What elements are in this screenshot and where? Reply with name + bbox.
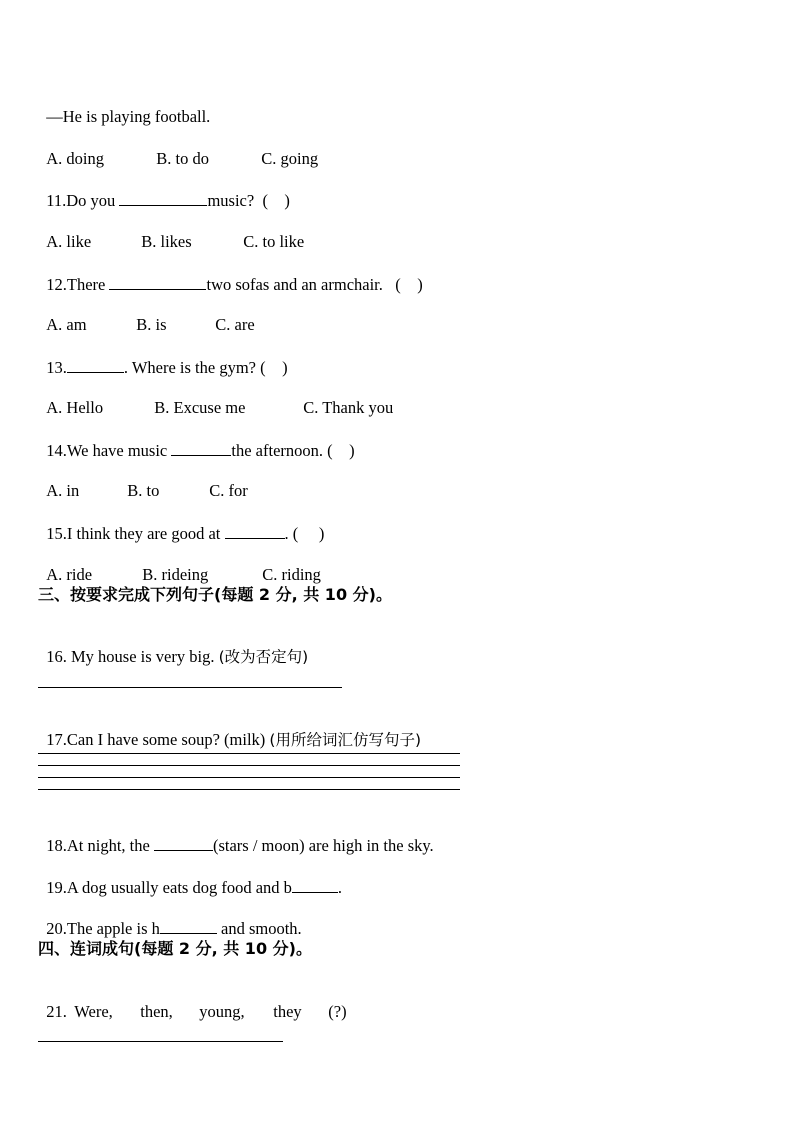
question-17 [38,710,421,750]
q20-text-before: 20.The apple is h [46,919,160,938]
question-20 [38,898,302,939]
q21-word-2: then, [140,1002,173,1021]
q18-text-after: (stars / moon) are high in the sky. [212,836,434,855]
section-4-heading: 四、连词成句(每题 2 分, 共 10 分)。 [38,939,312,958]
q20-text-after: and smooth. [216,919,302,938]
question-16 [38,627,308,667]
q11-text-before: 11.Do you [46,191,120,210]
q12-text-after: two sofas and an armchair. [206,275,383,294]
q21-answer-line[interactable] [38,1041,283,1042]
option-a: A. Hello [46,398,104,417]
question-21 [38,982,347,1022]
q17-answer-line-1[interactable] [38,753,460,754]
q16-instruction: (改为否定句) [218,648,309,666]
q13-text-before: 13. [46,358,67,377]
q19-text-before: 19.A dog usually eats dog food and b [46,878,292,897]
option-b: B. rideing [142,565,209,584]
q13-options [38,378,393,418]
option-b: B. Excuse me [154,398,246,417]
q15-blank[interactable] [225,523,285,539]
q11-blank[interactable] [119,190,207,206]
answer-text: —He is playing football. [46,107,211,126]
q14-text-before: 14.We have music [46,441,172,460]
question-15 [38,503,324,544]
q11-text-after: music? [207,191,255,210]
q14-text-after: the afternoon. ( ) [231,441,355,460]
q21-number: 21. [46,1002,67,1021]
q15-text-after: . ( ) [284,524,325,543]
q17-answer-line-2[interactable] [38,765,460,766]
option-c: C. riding [262,565,321,584]
section-3-heading: 三、按要求完成下列句子(每题 2 分, 共 10 分)。 [38,585,392,604]
q16-answer-line[interactable] [38,687,342,688]
q16-text: 16. My house is very big. [46,647,219,666]
q12-options [38,295,255,335]
question-13 [38,337,288,378]
q19-blank[interactable] [292,877,338,893]
q21-word-3: young, [199,1002,245,1021]
q15-options [38,545,321,585]
q15-text-before: 15.I think they are good at [46,524,225,543]
option-a: A. in [46,481,80,500]
option-b: B. to [127,481,160,500]
option-a: A. like [46,232,92,251]
q18-blank[interactable] [154,835,213,851]
q17-instruction: (用所给词汇仿写句子) [269,731,422,749]
q10-options [38,129,318,169]
q20-blank[interactable] [160,918,217,934]
option-a: A. ride [46,565,93,584]
option-b: B. to do [156,149,209,168]
q17-answer-line-3[interactable] [38,777,460,778]
option-c: C. Thank you [303,398,394,417]
q21-word-5: (?) [328,1002,347,1021]
option-c: C. going [261,149,319,168]
q12-answer-paren: ( ) [395,275,423,294]
q12-text-before: 12.There [46,275,110,294]
option-c: C. to like [243,232,305,251]
option-b: B. is [136,315,167,334]
q14-blank[interactable] [171,440,231,456]
question-12 [38,254,423,295]
option-a: A. am [46,315,87,334]
question-14 [38,420,355,461]
option-c: C. for [209,481,248,500]
question-18 [38,815,434,856]
q13-text-after: . Where is the gym? ( ) [123,358,288,377]
q11-options [38,212,304,252]
q17-text: 17.Can I have some soup? (milk) [46,730,270,749]
question-11 [38,170,290,211]
q19-text-after: . [337,878,343,897]
option-b: B. likes [141,232,192,251]
option-c: C. are [215,315,255,334]
q11-answer-paren: ( ) [262,191,290,210]
q21-word-4: they [273,1002,302,1021]
q10-answer-line [38,87,210,127]
q17-answer-line-4[interactable] [38,789,460,790]
question-19 [38,857,342,898]
q13-blank[interactable] [67,357,124,373]
q21-word-1: Were, [74,1002,113,1021]
q14-options [38,461,248,501]
q18-text-before: 18.At night, the [46,836,154,855]
option-a: A. doing [46,149,104,168]
q12-blank[interactable] [109,274,206,290]
